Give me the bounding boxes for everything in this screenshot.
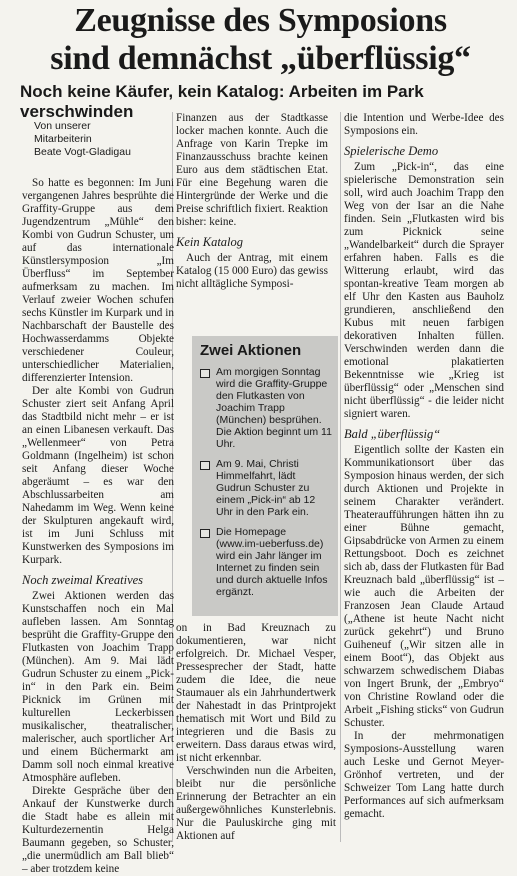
info-box-item [200,458,332,518]
info-box-item-text: Am morgigen Sonntag wird die Graffity-Gruppe den Flutkasten von Joachim Trapp (München) besprühen. Die Aktion beginnt um 11 Uhr. [216,366,332,450]
headline [8,2,513,78]
paragraph: Zwei Aktionen werden das Kunstschaffen noch ein Mal aufleben lassen. Am Sonntag besprüht die Graffity-Gruppe den Flutkasten von Joachim Trapp (München). Am 9. Mai lädt Gudrun Schuster zu einem „Pick-in“ in den Park ein. Beim Picknick im Grünen mit kulturellen Leckerbissen musikalischer, theatralischer, malerischer, auch sportlicher Art und einem Büchermarkt am Damm soll noch einmal kreative Atmosphäre aufleben. [22,590,174,784]
byline [34,120,174,159]
paragraph: Eigentlich sollte der Kasten ein Kommunikationsort über das Symposion hinaus werden, der sich durch Aktionen und Projekte in seinem Charakter verändert. Theateraufführungen hätten ihn zu einer Bühne gemacht, Gipsabdrücke von Armen zu einem Rettungsboot. Doch es zeichnet sich ab, dass der Flutkasten für Bad Kreuznach bald „überflüssig“ ist – wie auch die Arbeiten der Franzosen Jean Claude Artaud („Athene ist heute Nacht nicht zurück gekehrt“) und Bruno Guiheneuf („Wir sitzen alle in einem Boot“), das Objekt aus schwarzem schwedischem Diabas von Ingert Brunk, der „Embryo“ von Christine Rowland oder die Arbeit „Fishing sticks“ von Gudrun Schuster. [344,444,504,729]
paragraph: Finanzen aus der Stadtkasse locker machen konnte. Auch die Anfrage von Karin Trepke im Finanzausschuss brachte keinen Euro aus dem städtischen Etat. Für eine Begehung waren die Hintergründe der Werke und die Preise schriftlich fixiert. Reaktion bisher: keine. [176,112,328,228]
section-heading: Noch zweimal Kreatives [22,573,144,587]
square-bullet-icon [200,461,210,470]
headline-line-2: sind demnächst „überflüssig“ [50,40,471,77]
byline-line-1: Von unserer [34,120,91,132]
paragraph: In der mehrmonatigen Symposions-Ausstellung waren auch Leske und Gernot Meyer-Grönhof vertreten, und der Schweizer Tom Lang hatte durch Performances auf sich aufmerksam gemacht. [344,730,504,820]
square-bullet-icon [200,369,210,378]
info-box-item [200,366,332,450]
paragraph: Zum „Pick-in“, das eine spielerische Demonstration sein soll, wird auch Joachim Trapp den Weg von der Isar an die Nahe finden. Sein „Flutkasten wird bis zum Picknick seine „Wandelbarkeit“ durch die Sprayer erfahren haben. Falls es die Witterung erlaubt, wird das spontan-kreative Team morgen ab elf Uhr den Kasten aus Bauholz grundieren, anschließend den Kubus mit neuen farbigen dekorativen Inhalten füllen. Verschwinden werden dann die emotional plakatierten Bekenntnisse wie „Krieg ist überflüssig“ oder „Menschen sind nicht überflüssig“ - die leider nicht signiert waren. [344,161,504,420]
section-heading: Spielerische Demo [344,144,439,158]
paragraph: So hatte es begonnen: Im Juni vergangenen Jahres besprühte die Graffity-Gruppe aus dem Jugendzentrum „Mühle“ den Kombi von Gudrun Schuster, um auf das internationale Künstlersymposion „Im Überfluss“ im September aufmerksam zu machen. Im Verlauf zweier Wochen schufen sechs Künstler im Kurpark und in Nachbarschaft der Baustelle des Hochwasserdamms Objekte verschiedener Couleur, unterschiedlicher Materialien, differenzierter Intension. [22,177,174,384]
info-box-item-text: Am 9. Mai, Christi Himmelfahrt, lädt Gudrun Schuster zu einem „Pick-in“ ab 12 Uhr in den Park ein. [216,458,316,518]
column-divider-2 [340,112,341,842]
article-column-1 [22,112,174,876]
article-column-3 [344,112,504,821]
info-box-item [200,526,332,598]
paragraph: Der alte Kombi von Gudrun Schuster ziert seit Anfang April das Stadtbild nicht mehr – er ist an einen Libanesen verkauft. Das „Wellenmeer“ von Petra Goldmann (Ingelheim) ist schon seit Anfang dieser Woche abgeräumt – es war den Abschlussarbeiten am Nahedamm im Weg. Wenn keine der Skulpturen angekauft wird, ist im Juni Schluss mit Kunstwerken des Symposions im Kurpark. [22,385,174,566]
paragraph: Direkte Gespräche über den Ankauf der Kunstwerke durch die Stadt habe es allein mit Kulturdezernentin Helga Baumann gegeben, so Schuster, „die unermüdlich am Ball blieb“ – aber trotzdem keine [22,785,174,875]
square-bullet-icon [200,529,210,538]
byline-line-2: Mitarbeiterin [34,133,92,145]
byline-author: Beate Vogt-Gladigau [34,146,131,158]
info-box-title: Zwei Aktionen [200,342,302,359]
info-box [192,336,338,616]
info-box-item-text: Die Homepage (www.im-ueberfuss.de) wird ein Jahr länger im Internet zu finden sein und durch aktuelle Infos ergänzt. [216,526,328,598]
subheadline: Noch keine Käufer, kein Katalog: Arbeiten im Park verschwinden [20,82,424,121]
article-column-2 [176,112,328,291]
headline-line-1: Zeugnisse des Symposions [74,2,447,39]
paragraph: die Intention und Werbe-Idee des Symposions ein. [344,112,504,137]
section-heading: Bald „überflüssig“ [344,427,441,441]
article-column-2-continued [176,622,336,843]
section-heading: Kein Katalog [176,235,244,249]
paragraph: Auch der Antrag, mit einem Katalog (15 000 Euro) das gewiss nicht alltägliche Symposi- [176,252,328,290]
paragraph: Verschwinden nun die Arbeiten, bleibt nur die persönliche Erinnerung der Betrachter an ein außergewöhnliches Kunsterlebnis. Nur die Pauluskirche ging mit Aktionen auf [176,765,336,842]
paragraph: on in Bad Kreuznach zu dokumentieren, war nicht erfolgreich. Dr. Michael Vesper, Pressesprecher der Stadt, hatte zudem die Idee, die neue Staumauer als ein Jahrhundertwerk der Nahestadt in das Printprojekt thematisch mit Wort und Bild zu integrieren und die Basis zu erweitern. Dass daraus etwas wird, ist nicht erkennbar. [176,622,336,764]
